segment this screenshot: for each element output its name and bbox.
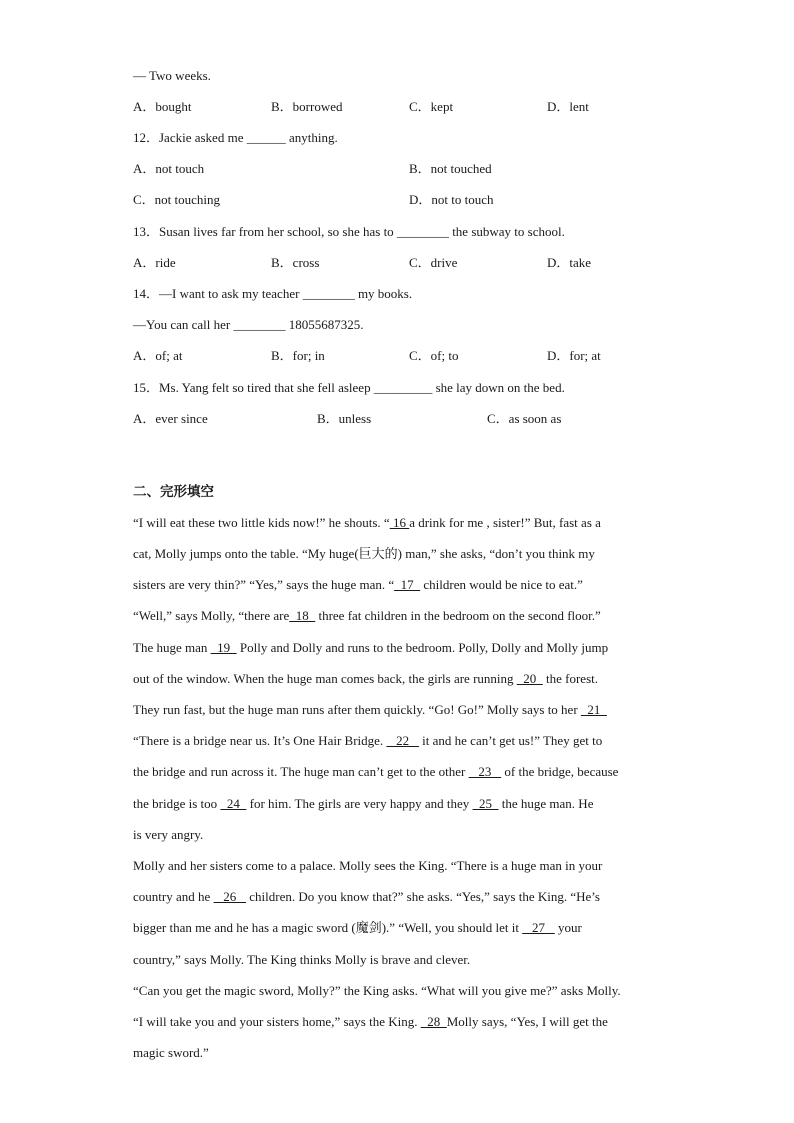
q12-stem [133, 130, 338, 146]
q15-blank: _________ [373, 380, 433, 395]
q11-option-d: D．lent [547, 99, 589, 114]
cloze-blank: 17 [394, 577, 421, 592]
passage-line [133, 608, 601, 624]
q13-option-b: B．cross [271, 255, 320, 270]
passage-text: “Well,” says Molly, “there are [133, 608, 290, 623]
q14-l1-post: my books. [354, 286, 413, 301]
q13-option-d: D．take [547, 255, 592, 270]
q15-stem [133, 380, 565, 396]
q14-l2-pre: —You can call her [133, 317, 234, 332]
passage-line [133, 577, 583, 593]
passage-text: Molly says, “Yes, I will get the [446, 1014, 608, 1029]
passage-text: your [554, 920, 582, 935]
passage-text: “Can you get the magic sword, Molly?” the King asks. “What will you give me?” asks Molly. [133, 983, 621, 998]
passage-text: three fat children in the bedroom on the second floor.” [315, 608, 601, 623]
q12-stem-pre: 12．Jackie asked me [133, 130, 247, 145]
passage-line [133, 983, 621, 999]
q13-option-a: A．ride [133, 255, 176, 270]
cloze-blank: 21 [580, 702, 607, 717]
q13-stem [133, 224, 565, 240]
cloze-blank: 18 [289, 608, 316, 623]
passage-text: of the bridge, because [501, 764, 619, 779]
q14-option-b: B．for; in [271, 348, 325, 363]
q12-stem-post: anything. [285, 130, 338, 145]
passage-text: it and he can’t get us!” They get to [418, 733, 603, 748]
q14-stem-line1 [133, 286, 412, 302]
passage-line [133, 515, 601, 531]
q15-option-a: A．ever since [133, 411, 208, 426]
q11-option-b: B．borrowed [271, 99, 343, 114]
section-heading: 二、完形填空 [133, 484, 214, 500]
passage-text: magic sword.” [133, 1045, 209, 1060]
q14-stem-line2 [133, 317, 364, 333]
passage-line [133, 858, 602, 874]
cloze-blank: 24 [220, 796, 247, 811]
passage-text: children. Do you know that?” she asks. “Yes,” says the King. “He’s [246, 889, 600, 904]
passage-line [133, 827, 203, 843]
passage-line [133, 889, 600, 905]
passage-text: out of the window. When the huge man comes back, the girls are running [133, 671, 517, 686]
cloze-blank: 16 [389, 515, 410, 530]
q11-option-c: C．kept [409, 99, 454, 114]
passage-text: the bridge and run across it. The huge man can’t get to the other [133, 764, 469, 779]
passage-text: a drink for me , sister!” But, fast as a [409, 515, 601, 530]
q13-blank: ________ [396, 224, 449, 239]
passage-text: the huge man. He [498, 796, 594, 811]
passage-line [133, 764, 618, 780]
passage-text: bigger than me and he has a magic sword (魔剑).” “Well, you should let it [133, 920, 523, 935]
q14-option-c: C．of; to [409, 348, 459, 363]
q15-option-b: B．unless [317, 411, 372, 426]
passage-text: “I will take you and your sisters home,” says the King. [133, 1014, 421, 1029]
cloze-blank: 23 [468, 764, 502, 779]
passage-text: The huge man [133, 640, 211, 655]
cloze-blank: 25 [472, 796, 499, 811]
q11-option-a: A．bought [133, 99, 192, 114]
cloze-blank: 22 [386, 733, 419, 748]
q12-option-c: C．not touching [133, 192, 221, 207]
passage-text: They run fast, but the huge man runs after them quickly. “Go! Go!” Molly says to her [133, 702, 581, 717]
cloze-blank: 20 [516, 671, 543, 686]
passage-line [133, 1045, 209, 1061]
passage-text: sisters are very thin?” “Yes,” says the huge man. “ [133, 577, 395, 592]
passage-line [133, 546, 595, 562]
cloze-blank: 19 [210, 640, 237, 655]
q14-l2-post: 18055687325. [285, 317, 364, 332]
q14-l1-pre: 14．—I want to ask my teacher [133, 286, 303, 301]
passage-line [133, 671, 598, 687]
q15-option-c: C．as soon as [487, 411, 562, 426]
q13-stem-post: the subway to school. [448, 224, 565, 239]
q12-option-b: B．not touched [409, 161, 492, 176]
passage-line [133, 796, 593, 812]
passage-text: for him. The girls are very happy and they [246, 796, 473, 811]
passage-text: the forest. [542, 671, 598, 686]
passage-text: Molly and her sisters come to a palace. Molly sees the King. “There is a huge man in your [133, 858, 603, 873]
cloze-blank: 26 [213, 889, 247, 904]
q15-stem-post: she lay down on the bed. [432, 380, 565, 395]
passage-text: Polly and Dolly and runs to the bedroom. Polly, Dolly and Molly jump [236, 640, 609, 655]
q13-option-c: C．drive [409, 255, 458, 270]
passage-line [133, 1014, 608, 1030]
passage-text: the bridge is too [133, 796, 221, 811]
passage-line [133, 733, 602, 749]
cloze-blank: 28 [420, 1014, 447, 1029]
passage-line [133, 640, 608, 656]
cloze-blank: 27 [522, 920, 555, 935]
q14-option-a: A．of; at [133, 348, 183, 363]
q13-stem-pre: 13．Susan lives far from her school, so she has to [133, 224, 397, 239]
passage-line [133, 920, 582, 936]
q14-option-d: D．for; at [547, 348, 601, 363]
passage-line [133, 952, 470, 968]
passage-text: country,” says Molly. The King thinks Molly is brave and clever. [133, 952, 471, 967]
passage-text: “There is a bridge near us. It’s One Hair Bridge. [133, 733, 387, 748]
passage-text: children would be nice to eat.” [420, 577, 583, 592]
q12-option-a: A．not touch [133, 161, 205, 176]
passage-text: country and he [133, 889, 214, 904]
q14-l2-blank: ________ [233, 317, 286, 332]
passage-text: “I will eat these two little kids now!” he shouts. “ [133, 515, 390, 530]
q11-answer-line: — Two weeks. [133, 68, 211, 83]
passage-text: is very angry. [133, 827, 204, 842]
q12-option-d: D．not to touch [409, 192, 494, 207]
q12-blank: ______ [246, 130, 286, 145]
q15-stem-pre: 15．Ms. Yang felt so tired that she fell asleep [133, 380, 374, 395]
q14-l1-blank: ________ [302, 286, 355, 301]
passage-text: cat, Molly jumps onto the table. “My huge(巨大的) man,” she asks, “don’t you think my [133, 546, 595, 561]
passage-line [133, 702, 607, 718]
